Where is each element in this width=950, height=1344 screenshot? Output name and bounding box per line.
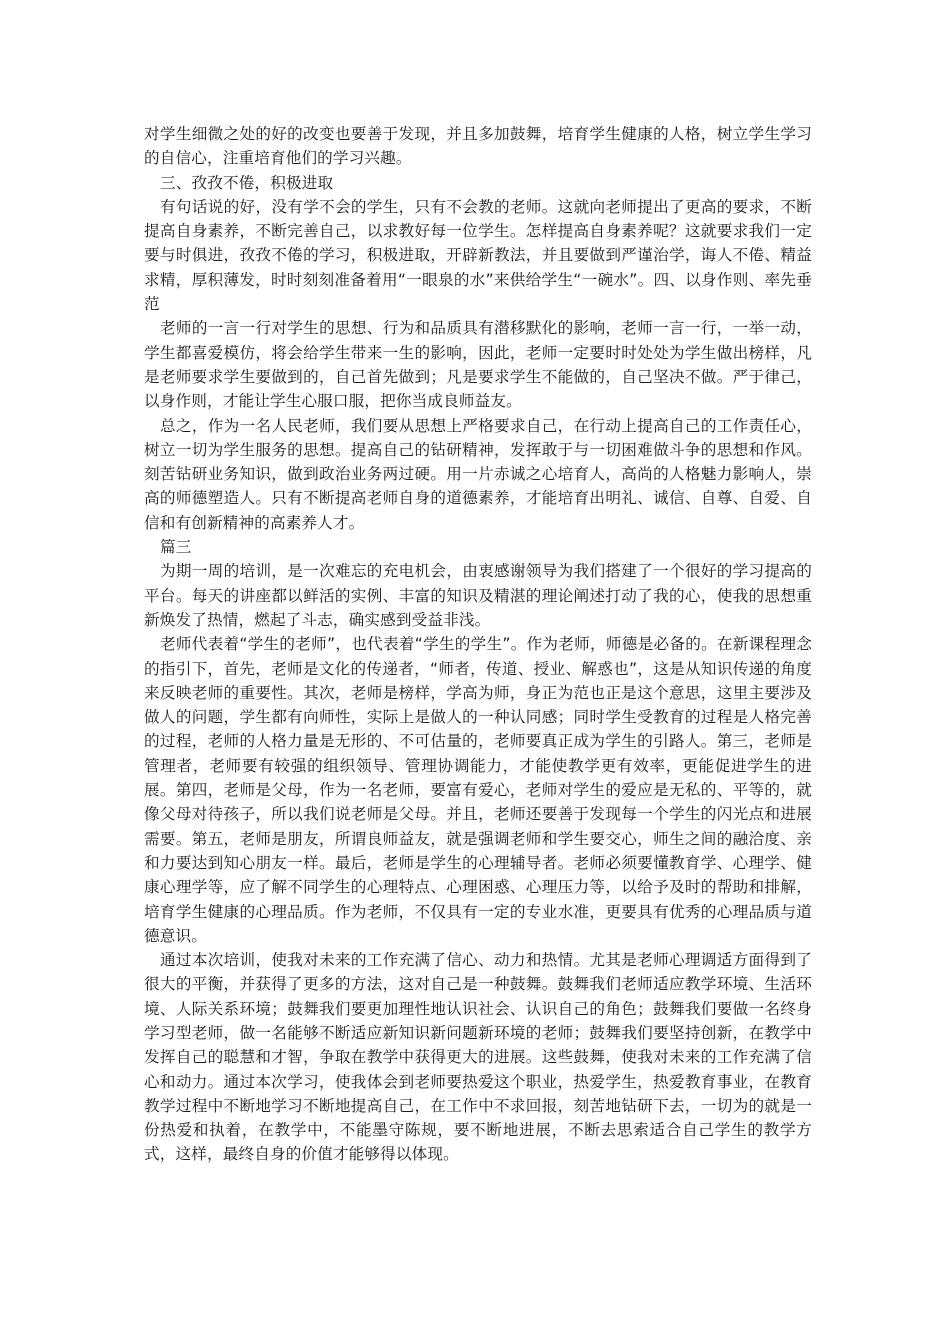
- paragraph-example: 老师的一言一行对学生的思想、行为和品质具有潜移默化的影响，老师一言一行，一举一动，学生都喜爱模仿，将会给学生带来一生的影响，因此，老师一定要时时处处为学生做出榜样，凡是老师要求学生要做到的，自己首先做到；凡是要求学生不能做的，自己坚决不做。严于律己，以身作则，才能让学生心服口服，把你当成良师益友。: [144, 319, 812, 411]
- paragraph-training-conclusion: 通过本次培训，使我对未来的工作充满了信心、动力和热情。尤其是老师心理调适方面得到了很大的平衡，并获得了更多的方法，这对自己是一种鼓舞。鼓舞我们老师适应教学环境、生活环境、人际关系环境；鼓舞我们要更加理性地认识社会、认识自己的角色；鼓舞我们要做一名终身学习型老师，做一名能够不断适应新知识新问题新环境的老师；鼓舞我们要坚持创新，在教学中发挥自己的聪慧和才智，争取在教学中获得更大的进展。这些鼓舞，使我对未来的工作充满了信心和动力。通过本次学习，使我体会到老师要热爱这个职业，热爱学生，热爱教育事业，在教育教学过程中不断地学习不断地提高自己，在工作中不求回报，刻苦地钻研下去，一切为的就是一份热爱和执着，在教学中，不能墨守陈规，要不断地进展，不断去思索适合自己学生的教学方式，这样，最终自身的价值才能够得以体现。: [144, 951, 812, 1164]
- paragraph-teacher-roles: 老师代表着“学生的老师”，也代表着“学生的学生”。作为老师，师德是必备的。在新课程理念的指引下，首先，老师是文化的传递者，“师者，传道、授业、解惑也”，这是从知识传递的角度来反映老师的重要性。其次，老师是榜样，学高为师，身正为范也正是这个意思，这里主要涉及做人的问题，学生都有向师性，实际上是做人的一种认同感；同时学生受教育的过程是人格完善的过程，老师的人格力量是无形的、不可估量的，老师要真正成为学生的引路人。第三，老师是管理者，老师要有较强的组织领导、管理协调能力，才能使教学更有效率，更能促进学生的进展。第四，老师是父母，作为一名老师，要富有爱心，老师对学生的爱应是无私的、平等的，就像父母对待孩子，所以我们说老师是父母。并且，老师还要善于发现每一个学生的闪光点和进展需要。第五，老师是朋友，所谓良师益友，就是强调老师和学生要交心，师生之间的融洽度、亲和力要达到知心朋友一样。最后，老师是学生的心理辅导者。老师必须要懂教育学、心理学、健康心理学等，应了解不同学生的心理特点、心理困惑、心理压力等，以给予及时的帮助和排解，培育学生健康的心理品质。作为老师，不仅具有一定的专业水准，更要具有优秀的心理品质与道德意识。: [144, 635, 812, 945]
- paragraph-diligence: 有句话说的好，没有学不会的学生，只有不会教的老师。这就向老师提出了更高的要求，不断提高自身素养，不断完善自己，以求教好每一位学生。怎样提高自身素养呢？这就要求我们一定要与时俱进，孜孜不倦的学习，积极进取，开辟新教法，并且要做到严谨治学，诲人不倦、精益求精，厚积薄发，时时刻刻准备着用“一眼泉的水”来供给学生“一碗水”。四、以身作则、率先垂范: [144, 197, 812, 314]
- document-body: [144, 122, 812, 1167]
- paragraph-summary: 总之，作为一名人民老师，我们要从思想上严格要求自己，在行动上提高自己的工作责任心，树立一切为学生服务的思想。提高自己的钻研精神，发挥敢于与一切困难做斗争的思想和作风。刻苦钻研业务知识，做到政治业务两过硬。用一片赤诚之心培育人，高尚的人格魅力影响人，崇高的师德塑造人。只有不断提高老师自身的道德素养，才能培育出明礼、诚信、自尊、自爱、自信和有创新精神的高素养人才。: [144, 416, 812, 532]
- paragraph-continuation: 对学生细微之处的好的改变也要善于发现，并且多加鼓舞，培育学生健康的人格，树立学生学习的自信心，注重培育他们的学习兴趣。: [144, 125, 812, 168]
- paragraph-training-intro: 为期一周的培训，是一次难忘的充电机会，由衷感谢领导为我们搭建了一个很好的学习提高的平台。每天的讲座都以鲜活的实例、丰富的知识及精湛的理论阐述打动了我的心，使我的思想重新焕发了热情，燃起了斗志，确实感到受益非浅。: [144, 562, 812, 629]
- section-heading-part-three: 篇三: [160, 538, 192, 557]
- section-heading-three: 三、孜孜不倦，积极进取: [160, 173, 334, 192]
